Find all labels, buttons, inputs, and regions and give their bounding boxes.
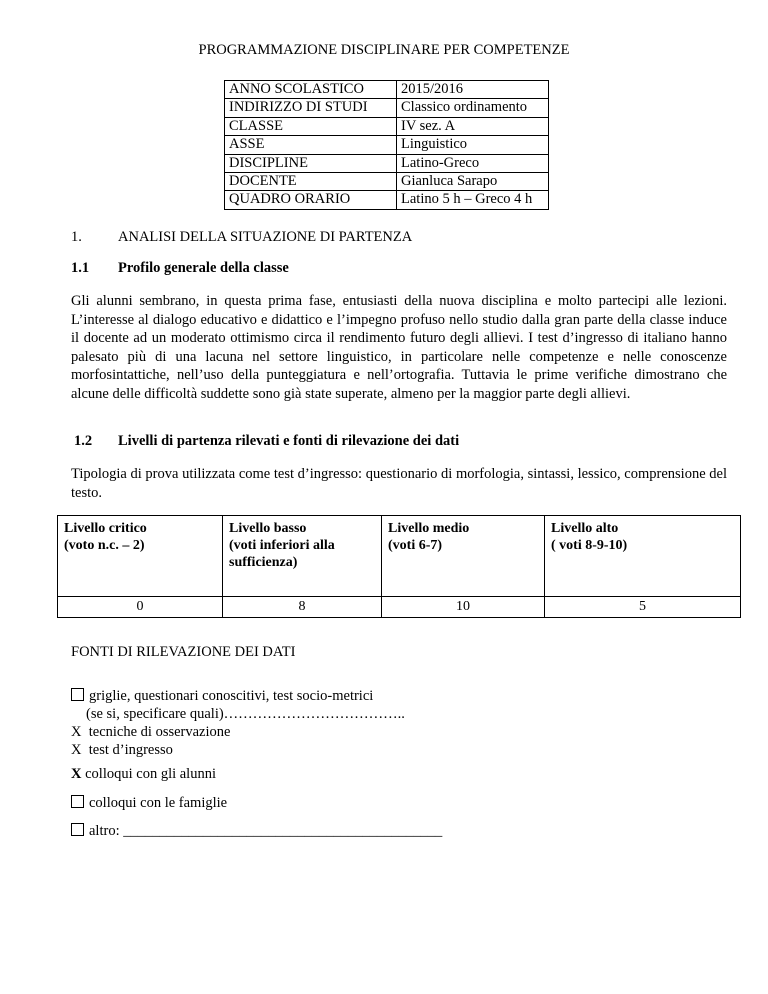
class-profile-paragraph: Gli alunni sembrano, in questa prima fase, entusiasti della nuova disciplina e molto partecipi alle lezioni. L’interesse al dialogo educativo e didattico e l’impegno profuso nello studio dalla gran parte della classe induce il docente ad un moderato ottimismo circa il rendimento futuro degli allievi. I test d’ingresso di italiano hanno palesato più di una lacuna nel settore linguistico, in particolare nelle competenze e nelle conoscenze morfosintattiche, nell’uso della punteggiatura e nell’ortografia. Tuttavia le prime verifiche dimostrano che alcune delle difficoltà suddette sono già state superate, almeno per la maggior parte degli allievi. bbox=[71, 293, 727, 402]
level-range: (voto n.c. – 2) bbox=[64, 538, 145, 553]
info-value: IV sez. A bbox=[397, 117, 549, 135]
levels-table bbox=[57, 515, 741, 618]
section-1-number: 1. bbox=[71, 229, 82, 245]
source-item-1-note: (se si, specificare quali)……………………………….. bbox=[86, 706, 405, 722]
level-range: ( voti 8-9-10) bbox=[551, 538, 628, 553]
source-item-6 bbox=[71, 822, 442, 840]
document-title: PROGRAMMAZIONE DISCIPLINARE PER COMPETENZE bbox=[198, 42, 570, 58]
table-row bbox=[225, 99, 549, 117]
info-key: QUADRO ORARIO bbox=[225, 191, 397, 209]
source-item-3 bbox=[71, 741, 173, 759]
table-row bbox=[225, 191, 549, 209]
level-high-header bbox=[545, 516, 741, 597]
level-medium-value: 10 bbox=[382, 597, 545, 618]
source-item-2 bbox=[71, 723, 230, 741]
level-label: Livello medio bbox=[388, 521, 470, 536]
levels-header-row bbox=[58, 516, 741, 597]
section-1-2-number: 1.2 bbox=[74, 433, 93, 449]
table-row bbox=[225, 81, 549, 99]
section-1-1-title: Profilo generale della classe bbox=[118, 260, 289, 276]
level-low-value: 8 bbox=[223, 597, 382, 618]
section-1-2-title: Livelli di partenza rilevati e fonti di rilevazione dei dati bbox=[118, 433, 460, 449]
section-1-1-number: 1.1 bbox=[71, 260, 90, 276]
test-type-paragraph: Tipologia di prova utilizzata come test d’ingresso: questionario di morfologia, sintassi, lessico, comprensione del testo. bbox=[71, 466, 727, 501]
sources-title: FONTI DI RILEVAZIONE DEI DATI bbox=[71, 644, 296, 660]
source-item-4 bbox=[71, 765, 216, 783]
level-range: (voti inferiori alla bbox=[229, 538, 335, 553]
info-key: ANNO SCOLASTICO bbox=[225, 81, 397, 99]
info-value: Latino-Greco bbox=[397, 154, 549, 172]
level-critical-header bbox=[58, 516, 223, 597]
source-item-5 bbox=[71, 794, 227, 812]
info-key: DISCIPLINE bbox=[225, 154, 397, 172]
level-high-value: 5 bbox=[545, 597, 741, 618]
levels-values-row bbox=[58, 597, 741, 618]
table-row bbox=[225, 117, 549, 135]
check-mark[interactable]: X bbox=[71, 742, 82, 758]
info-value: Gianluca Sarapo bbox=[397, 173, 549, 191]
level-range: (voti 6-7) bbox=[388, 538, 443, 553]
info-value: Latino 5 h – Greco 4 h bbox=[397, 191, 549, 209]
info-value: 2015/2016 bbox=[397, 81, 549, 99]
section-1-title: ANALISI DELLA SITUAZIONE DI PARTENZA bbox=[118, 229, 413, 245]
checkbox-icon[interactable] bbox=[71, 823, 84, 836]
source-label: test d’ingresso bbox=[88, 742, 173, 758]
info-table bbox=[224, 80, 549, 210]
level-low-header bbox=[223, 516, 382, 597]
level-medium-header bbox=[382, 516, 545, 597]
source-label: colloqui con le famiglie bbox=[89, 795, 228, 811]
check-mark[interactable]: X bbox=[71, 724, 82, 740]
level-range: sufficienza) bbox=[229, 555, 298, 570]
check-mark[interactable]: X bbox=[71, 766, 82, 782]
level-label: Livello critico bbox=[64, 521, 147, 536]
table-row bbox=[225, 154, 549, 172]
info-key: ASSE bbox=[225, 136, 397, 154]
source-label: colloqui con gli alunni bbox=[85, 766, 216, 782]
info-value: Linguistico bbox=[397, 136, 549, 154]
info-key: CLASSE bbox=[225, 117, 397, 135]
level-label: Livello basso bbox=[229, 521, 307, 536]
info-key: INDIRIZZO DI STUDI bbox=[225, 99, 397, 117]
table-row bbox=[225, 173, 549, 191]
level-critical-value: 0 bbox=[58, 597, 223, 618]
checkbox-icon[interactable] bbox=[71, 795, 84, 808]
info-key: DOCENTE bbox=[225, 173, 397, 191]
source-label: tecniche di osservazione bbox=[88, 724, 231, 740]
source-label: altro: ____________________________________________ bbox=[89, 823, 443, 839]
table-row bbox=[225, 136, 549, 154]
checkbox-icon[interactable] bbox=[71, 688, 84, 701]
source-label: griglie, questionari conoscitivi, test socio-metrici bbox=[89, 688, 374, 704]
info-value: Classico ordinamento bbox=[397, 99, 549, 117]
source-item-1 bbox=[71, 687, 373, 705]
level-label: Livello alto bbox=[551, 521, 619, 536]
